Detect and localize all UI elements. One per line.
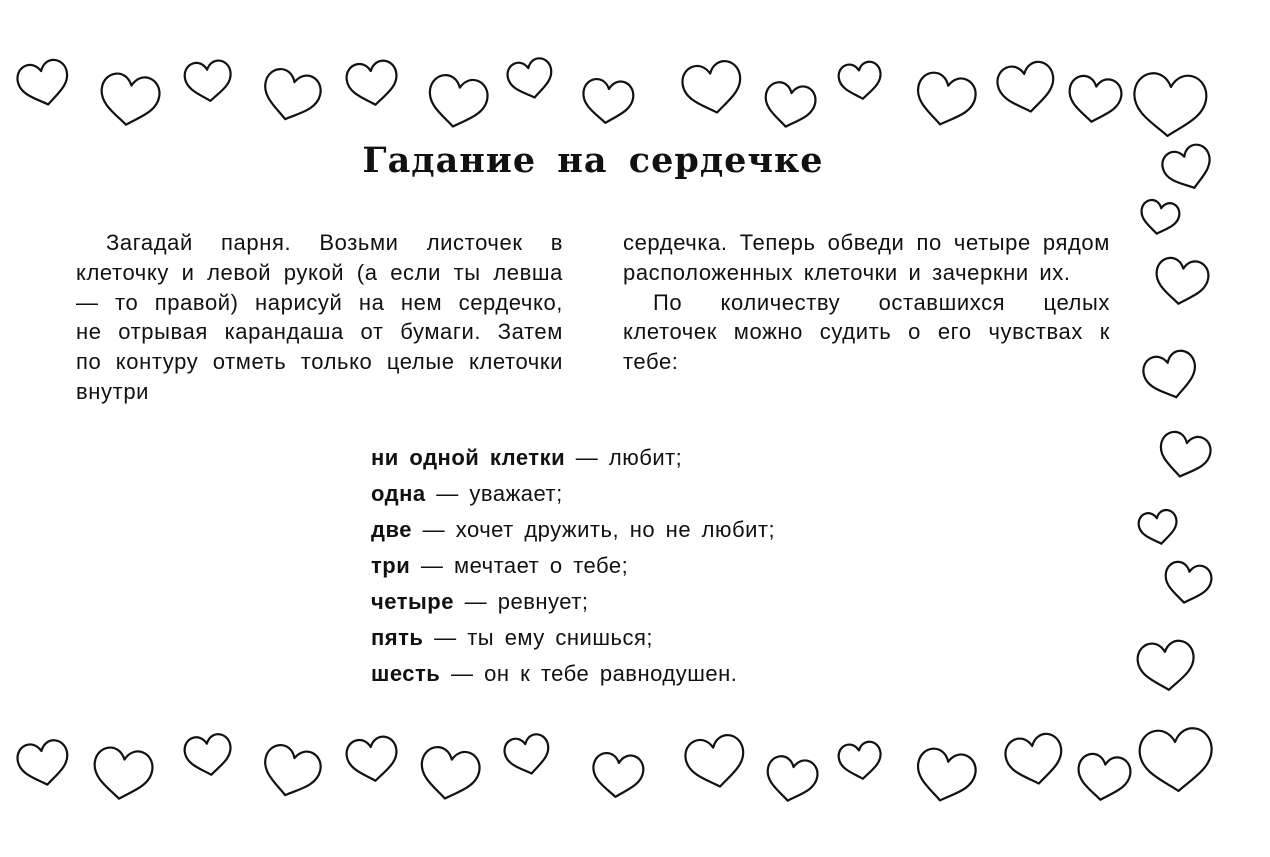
heart-icon xyxy=(15,57,73,109)
heart-icon xyxy=(761,80,818,131)
heart-icon xyxy=(581,78,635,126)
heart-icon xyxy=(258,742,324,802)
heart-icon xyxy=(1140,348,1201,404)
result-meaning: мечтает о тебе; xyxy=(454,553,629,578)
results-list xyxy=(371,440,931,692)
heart-icon xyxy=(15,738,72,789)
result-row xyxy=(371,440,931,476)
intro-column-right xyxy=(623,228,1110,377)
heart-icon xyxy=(1003,732,1066,789)
page-title: Гадание на сердечке xyxy=(362,140,824,181)
result-dash: — xyxy=(420,553,444,578)
result-meaning: ревнует; xyxy=(497,589,589,614)
heart-icon xyxy=(763,754,820,805)
result-row xyxy=(371,476,931,512)
heart-icon xyxy=(995,60,1058,117)
result-row xyxy=(371,656,931,692)
heart-icon xyxy=(183,733,234,778)
heart-icon xyxy=(183,59,233,103)
heart-icon xyxy=(1132,72,1208,138)
result-meaning: ты ему снишься; xyxy=(467,625,653,650)
heart-icon xyxy=(505,56,556,102)
heart-icon xyxy=(1155,429,1213,481)
heart-icon xyxy=(1161,560,1213,607)
heart-icon xyxy=(258,66,324,126)
result-count: шесть xyxy=(371,661,441,686)
heart-icon xyxy=(1138,198,1181,237)
result-dash: — xyxy=(575,445,599,470)
result-dash: — xyxy=(436,481,459,506)
heart-icon xyxy=(1138,727,1214,793)
heart-icon xyxy=(837,740,884,781)
heart-icon xyxy=(1153,256,1211,307)
result-dash: — xyxy=(464,589,488,614)
result-dash: — xyxy=(434,625,457,650)
heart-icon xyxy=(1066,74,1124,125)
heart-icon xyxy=(680,59,746,118)
result-dash: — xyxy=(450,661,474,686)
heart-icon xyxy=(345,735,400,784)
heart-icon xyxy=(416,745,482,804)
heart-icon xyxy=(90,746,154,803)
heart-icon xyxy=(1075,752,1133,803)
result-count: три xyxy=(371,553,411,578)
heart-icon xyxy=(837,60,884,101)
result-row xyxy=(371,548,931,584)
intro-paragraph-1-continued: сердечка. Теперь обведи по четыре рядом расположенных клеточки и зачеркни их. xyxy=(623,230,1110,285)
result-row xyxy=(371,512,931,548)
heart-icon xyxy=(502,732,553,778)
heart-icon xyxy=(97,72,161,129)
result-row xyxy=(371,620,931,656)
heart-icon xyxy=(912,70,979,131)
heart-icon xyxy=(912,746,979,807)
result-row xyxy=(371,584,931,620)
result-meaning: хочет дружить, но не любит; xyxy=(455,517,776,542)
heart-icon xyxy=(345,59,400,108)
heart-icon xyxy=(591,752,645,800)
intro-paragraph-2: По количеству оставшихся целых клеточек можно судить о его чувствах к тебе: xyxy=(623,289,1110,375)
result-meaning: он к тебе равнодушен. xyxy=(484,661,738,686)
result-count: ни одной клетки xyxy=(371,445,566,470)
result-meaning: любит; xyxy=(608,445,683,470)
intro-paragraph-1: Загадай парня. Возьми листочек в клеточку и левой рукой (а если ты левша — то правой) нарисуй на нем сердечко, не отрывая карандаша от бумаги. Затем по контуру отметь только целые клеточки внутри xyxy=(76,230,563,404)
heart-icon xyxy=(424,73,490,132)
result-count: две xyxy=(371,517,412,542)
result-dash: — xyxy=(422,517,446,542)
heart-icon xyxy=(1137,508,1180,547)
heart-icon xyxy=(683,733,749,792)
heart-icon xyxy=(1136,639,1197,692)
intro-column-left xyxy=(76,228,563,407)
result-meaning: уважает; xyxy=(469,481,563,506)
result-count: одна xyxy=(371,481,426,506)
result-count: пять xyxy=(371,625,424,650)
result-count: четыре xyxy=(371,589,454,614)
